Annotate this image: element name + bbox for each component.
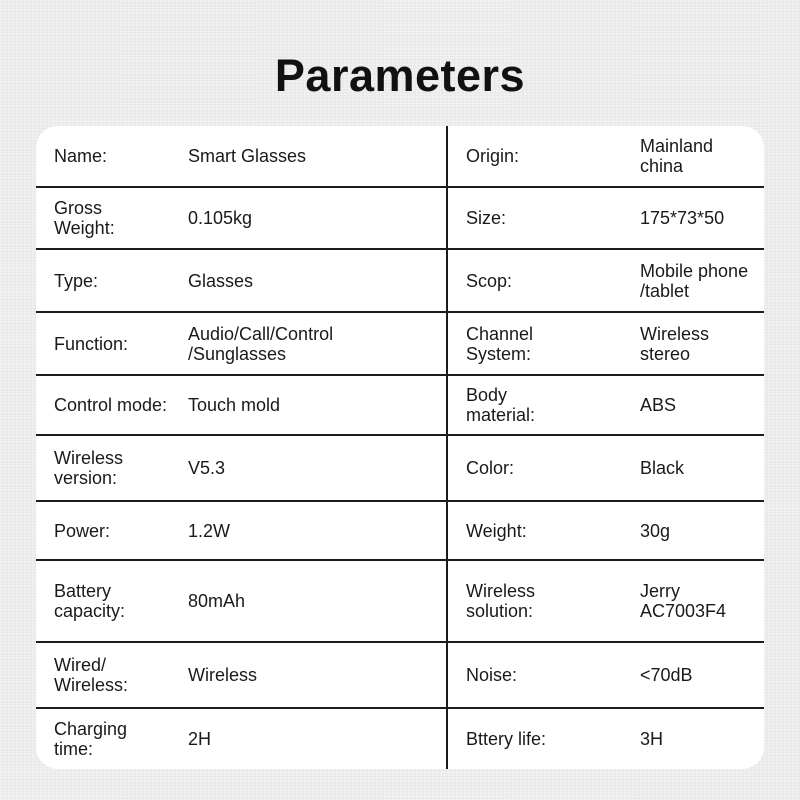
- table-row: [36, 643, 764, 707]
- param-value: Touch mold: [188, 395, 281, 415]
- param-label: Weight:: [466, 520, 527, 541]
- param-value: Black: [640, 458, 685, 478]
- param-label: Function:: [54, 333, 129, 354]
- param-value: Wireless: [188, 665, 258, 685]
- page-title: Parameters: [274, 50, 526, 101]
- param-label: Charging time:: [54, 719, 128, 759]
- param-label: Gross Weight:: [54, 198, 115, 238]
- param-label: Name:: [54, 146, 108, 166]
- param-label: Power:: [54, 520, 111, 541]
- table-row: [36, 502, 764, 559]
- param-value: 0.105kg: [188, 208, 253, 228]
- table-row: [36, 376, 764, 434]
- table-row: [36, 561, 764, 641]
- table-row: [36, 436, 764, 500]
- param-value: Wireless stereo: [640, 323, 710, 364]
- param-label: Body material:: [466, 385, 536, 425]
- param-value: 3H: [640, 729, 664, 749]
- table-row: [36, 126, 764, 186]
- param-value: Mobile phone /tablet: [640, 260, 749, 301]
- param-value: 2H: [188, 729, 212, 749]
- param-label: Wireless version:: [54, 448, 124, 488]
- param-value: V5.3: [188, 458, 226, 478]
- table-row: [36, 709, 764, 769]
- param-label: Type:: [54, 270, 99, 291]
- param-label: Scop:: [466, 270, 513, 291]
- table-row: [36, 313, 764, 374]
- param-label: Noise:: [466, 665, 518, 685]
- param-label: Bttery life:: [466, 729, 547, 749]
- param-label: Wired/ Wireless:: [54, 655, 129, 695]
- param-value: Glasses: [188, 270, 254, 291]
- param-value: Audio/Call/Control /Sunglasses: [188, 323, 334, 364]
- parameters-table: [36, 126, 764, 769]
- param-value: 80mAh: [188, 591, 246, 611]
- param-label: Size:: [466, 208, 507, 228]
- param-value: Jerry AC7003F4: [640, 581, 727, 621]
- table-row: [36, 250, 764, 311]
- param-value: ABS: [640, 395, 677, 415]
- param-value: 1.2W: [188, 520, 231, 541]
- param-value: 30g: [640, 520, 671, 541]
- param-label: Origin:: [466, 146, 520, 166]
- param-label: Battery capacity:: [54, 581, 126, 621]
- table-row: [36, 188, 764, 248]
- param-label: Wireless solution:: [466, 581, 536, 621]
- param-label: Color:: [466, 458, 515, 478]
- param-label: Channel System:: [466, 323, 534, 364]
- param-label: Control mode:: [54, 395, 168, 415]
- param-value: Mainland china: [640, 136, 714, 176]
- param-value: 175*73*50: [640, 208, 725, 228]
- param-value: Smart Glasses: [188, 146, 307, 166]
- param-value: <70dB: [640, 665, 693, 685]
